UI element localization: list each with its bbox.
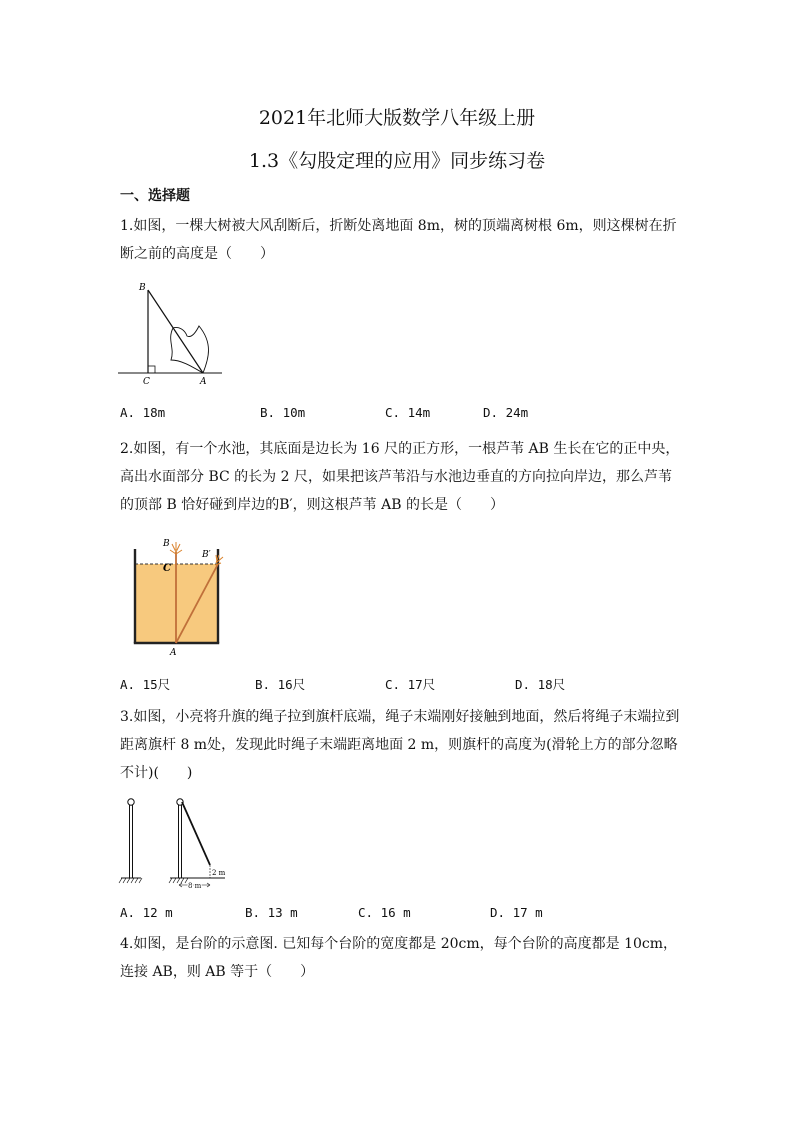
- q3-option-d: D. 17 m: [490, 905, 543, 920]
- label-B: B: [139, 283, 146, 293]
- q1-option-a: A. 18m: [120, 405, 166, 420]
- label-A: A: [200, 377, 207, 387]
- q3-option-b: B. 13 m: [245, 905, 298, 920]
- q2-option-d: D. 18尺: [515, 677, 566, 692]
- question-4-text: 4.如图，是台阶的示意图. 已知每个台阶的宽度都是 20cm，每个台阶的高度都是 10cm，连接 AB，则 AB 等于（ ）: [120, 936, 678, 980]
- q3-option-a: A. 12 m: [120, 905, 173, 920]
- question-3-figure: [117, 793, 237, 893]
- label-B: B: [163, 539, 170, 549]
- q2-option-c: C. 17尺: [385, 677, 436, 692]
- q1-option-c: C. 14m: [385, 405, 431, 420]
- label-height: 2 m: [212, 869, 226, 877]
- question-1-text: 1.如图，一棵大树被大风刮断后，折断处离地面 8m，树的顶端离树根 6m，则这棵树在折断之前的高度是（ ）: [120, 218, 677, 262]
- q3-option-c: C. 16 m: [358, 905, 411, 920]
- document-subtitle: 1.3《勾股定理的应用》同步练习卷: [248, 150, 546, 172]
- label-distance: 8 m: [188, 882, 202, 890]
- section-heading: 一、选择题: [120, 188, 190, 204]
- label-C: C: [163, 563, 171, 574]
- label-C: C: [143, 377, 150, 387]
- q2-option-b: B. 16尺: [255, 677, 306, 692]
- q1-option-b: B. 10m: [260, 405, 306, 420]
- question-2-figure: [125, 535, 225, 657]
- q2-option-a: A. 15尺: [120, 677, 171, 692]
- document-title: 2021年北师大版数学八年级上册: [258, 107, 536, 129]
- question-2-text: 2.如图，有一个水池，其底面是边长为 16 尺的正方形，一根芦苇 AB 生长在它的正中央，高出水面部分 BC 的长为 2 尺，如果把该芦苇沿与水池边垂直的方向拉向岸边，那么芦苇的顶部 B 恰好碰到岸边的B′，则这根芦苇 AB 的长是（ ）: [120, 441, 680, 513]
- q1-option-d: D. 24m: [483, 405, 529, 420]
- label-A: A: [170, 648, 177, 658]
- question-3-text: 3.如图，小亮将升旗的绳子拉到旗杆底端，绳子末端刚好接触到地面，然后将绳子末端拉到距离旗杆 8 m处，发现此时绳子末端距离地面 2 m，则旗杆的高度为(滑轮上方的部分忽略不计)( ): [120, 709, 680, 781]
- question-1-figure: [115, 278, 227, 388]
- label-B-prime: B′: [202, 550, 211, 560]
